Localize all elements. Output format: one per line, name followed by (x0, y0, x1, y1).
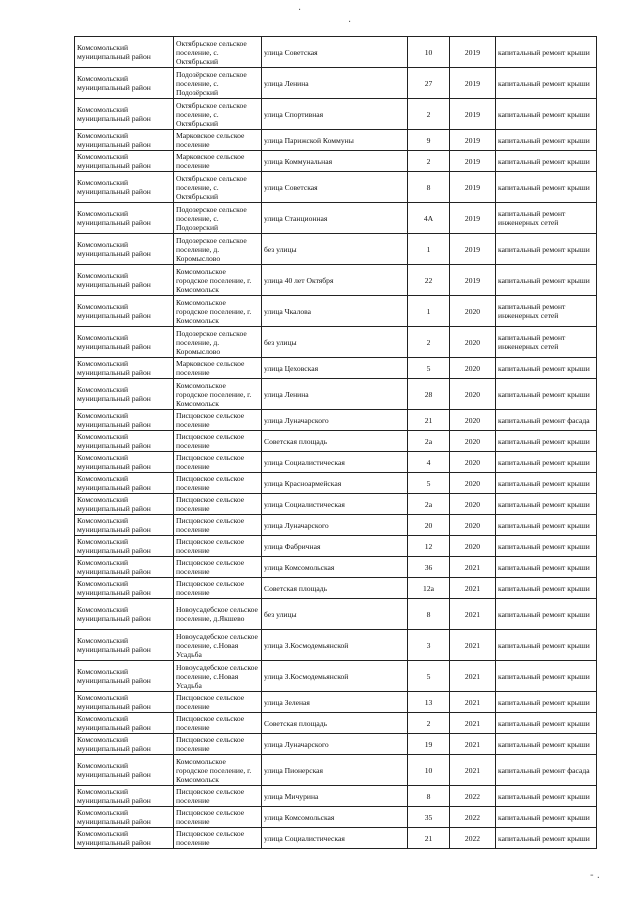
work-type-cell: капитальный ремонт крыши (496, 172, 597, 203)
settlement-cell: Писцовское сельское поселение (174, 452, 262, 473)
work-type-cell: капитальный ремонт инженерных сетей (496, 327, 597, 358)
settlement-cell: Писцовское сельское поселение (174, 557, 262, 578)
district-cell: Комсомольский муниципальный район (75, 99, 174, 130)
house-number-cell: 1 (408, 234, 450, 265)
work-type-cell: капитальный ремонт инженерных сетей (496, 296, 597, 327)
street-cell: улица Парижской Коммуны (262, 130, 408, 151)
table-row (75, 172, 597, 203)
house-number-cell: 12 (408, 536, 450, 557)
house-number-cell: 12а (408, 578, 450, 599)
district-cell: Комсомольский муниципальный район (75, 473, 174, 494)
street-cell: улица Луначарского (262, 734, 408, 755)
house-number-cell: 10 (408, 755, 450, 786)
street-cell: улица Фабричная (262, 536, 408, 557)
district-cell: Комсомольский муниципальный район (75, 807, 174, 828)
street-cell: улица Социалистическая (262, 494, 408, 515)
year-cell: 2019 (450, 234, 496, 265)
work-type-cell: капитальный ремонт крыши (496, 494, 597, 515)
house-number-cell: 5 (408, 473, 450, 494)
district-cell: Комсомольский муниципальный район (75, 536, 174, 557)
district-cell: Комсомольский муниципальный район (75, 203, 174, 234)
work-type-cell: капитальный ремонт крыши (496, 99, 597, 130)
scan-speck: . (348, 14, 352, 25)
district-cell: Комсомольский муниципальный район (75, 494, 174, 515)
settlement-cell: Подозёрское сельское поселение, с. Подозёрский (174, 68, 262, 99)
district-cell: Комсомольский муниципальный район (75, 786, 174, 807)
district-cell: Комсомольский муниципальный район (75, 431, 174, 452)
house-number-cell: 1 (408, 296, 450, 327)
street-cell: улица Луначарского (262, 515, 408, 536)
settlement-cell: Писцовское сельское поселение (174, 828, 262, 849)
settlement-cell: Комсомольское городское поселение, г. Комсомольск (174, 296, 262, 327)
district-cell: Комсомольский муниципальный район (75, 599, 174, 630)
work-type-cell: капитальный ремонт крыши (496, 68, 597, 99)
street-cell: улица Станционная (262, 203, 408, 234)
table-row (75, 431, 597, 452)
house-number-cell: 28 (408, 379, 450, 410)
year-cell: 2020 (450, 536, 496, 557)
district-cell: Комсомольский муниципальный район (75, 296, 174, 327)
settlement-cell: Писцовское сельское поселение (174, 536, 262, 557)
settlement-cell: Октябрьское сельское поселение, с. Октябрьский (174, 172, 262, 203)
table-row (75, 828, 597, 849)
house-number-cell: 8 (408, 599, 450, 630)
table-row (75, 234, 597, 265)
house-number-cell: 22 (408, 265, 450, 296)
street-cell: улица Спортивная (262, 99, 408, 130)
settlement-cell: Подозерское сельское поселение, д. Коромыслово (174, 327, 262, 358)
house-number-cell: 3 (408, 630, 450, 661)
work-type-cell: капитальный ремонт крыши (496, 536, 597, 557)
year-cell: 2021 (450, 661, 496, 692)
district-cell: Комсомольский муниципальный район (75, 734, 174, 755)
work-type-cell: капитальный ремонт крыши (496, 828, 597, 849)
table-row (75, 661, 597, 692)
settlement-cell: Октябрьское сельское поселение, с. Октябрьский (174, 99, 262, 130)
street-cell: улица Зеленая (262, 692, 408, 713)
district-cell: Комсомольский муниципальный район (75, 265, 174, 296)
year-cell: 2021 (450, 713, 496, 734)
house-number-cell: 27 (408, 68, 450, 99)
settlement-cell: Писцовское сельское поселение (174, 431, 262, 452)
table-row (75, 557, 597, 578)
district-cell: Комсомольский муниципальный район (75, 828, 174, 849)
settlement-cell: Комсомольское городское поселение, г. Комсомольск (174, 755, 262, 786)
street-cell: улица Мичурина (262, 786, 408, 807)
house-number-cell: 9 (408, 130, 450, 151)
year-cell: 2019 (450, 203, 496, 234)
district-cell: Комсомольский муниципальный район (75, 515, 174, 536)
street-cell: улица Пионерская (262, 755, 408, 786)
house-number-cell: 19 (408, 734, 450, 755)
street-cell: улица Коммунальная (262, 151, 408, 172)
district-cell: Комсомольский муниципальный район (75, 410, 174, 431)
year-cell: 2020 (450, 431, 496, 452)
table-row (75, 130, 597, 151)
settlement-cell: Новоусадебское сельское поселение, с.Новая Усадьба (174, 630, 262, 661)
district-cell: Комсомольский муниципальный район (75, 172, 174, 203)
scan-speck: - . (590, 870, 600, 881)
district-cell: Комсомольский муниципальный район (75, 557, 174, 578)
table-row (75, 452, 597, 473)
street-cell: улица Ленина (262, 68, 408, 99)
settlement-cell: Писцовское сельское поселение (174, 692, 262, 713)
year-cell: 2021 (450, 557, 496, 578)
table-row (75, 536, 597, 557)
settlement-cell: Писцовское сельское поселение (174, 713, 262, 734)
table-row (75, 755, 597, 786)
street-cell: улица Социалистическая (262, 452, 408, 473)
district-cell: Комсомольский муниципальный район (75, 578, 174, 599)
settlement-cell: Писцовское сельское поселение (174, 473, 262, 494)
work-type-cell: капитальный ремонт крыши (496, 358, 597, 379)
district-cell: Комсомольский муниципальный район (75, 713, 174, 734)
settlement-cell: Писцовское сельское поселение (174, 786, 262, 807)
house-number-cell: 8 (408, 786, 450, 807)
street-cell: улица Советская (262, 172, 408, 203)
street-cell: без улицы (262, 327, 408, 358)
table-row (75, 515, 597, 536)
street-cell: без улицы (262, 599, 408, 630)
year-cell: 2022 (450, 828, 496, 849)
settlement-cell: Подозерское сельское поселение, с. Подозерский (174, 203, 262, 234)
work-type-cell: капитальный ремонт крыши (496, 234, 597, 265)
house-number-cell: 21 (408, 410, 450, 431)
year-cell: 2019 (450, 130, 496, 151)
settlement-cell: Комсомольское городское поселение, г. Комсомольск (174, 379, 262, 410)
house-number-cell: 20 (408, 515, 450, 536)
work-type-cell: капитальный ремонт крыши (496, 599, 597, 630)
work-type-cell: капитальный ремонт крыши (496, 661, 597, 692)
year-cell: 2019 (450, 151, 496, 172)
work-type-cell: капитальный ремонт крыши (496, 151, 597, 172)
settlement-cell: Писцовское сельское поселение (174, 578, 262, 599)
house-number-cell: 4А (408, 203, 450, 234)
work-type-cell: капитальный ремонт фасада (496, 410, 597, 431)
year-cell: 2020 (450, 296, 496, 327)
table-row (75, 358, 597, 379)
district-cell: Комсомольский муниципальный район (75, 37, 174, 68)
street-cell: улица Луначарского (262, 410, 408, 431)
table-row (75, 807, 597, 828)
year-cell: 2020 (450, 452, 496, 473)
year-cell: 2022 (450, 807, 496, 828)
district-cell: Комсомольский муниципальный район (75, 327, 174, 358)
street-cell: улица Социалистическая (262, 828, 408, 849)
year-cell: 2020 (450, 473, 496, 494)
settlement-cell: Марковское сельское поселение (174, 130, 262, 151)
work-type-cell: капитальный ремонт крыши (496, 379, 597, 410)
table-row (75, 151, 597, 172)
year-cell: 2021 (450, 734, 496, 755)
district-cell: Комсомольский муниципальный район (75, 630, 174, 661)
work-type-cell: капитальный ремонт крыши (496, 713, 597, 734)
work-type-cell: капитальный ремонт крыши (496, 807, 597, 828)
work-type-cell: капитальный ремонт крыши (496, 578, 597, 599)
work-type-cell: капитальный ремонт крыши (496, 452, 597, 473)
work-type-cell: капитальный ремонт крыши (496, 431, 597, 452)
street-cell: Советская площадь (262, 578, 408, 599)
district-cell: Комсомольский муниципальный район (75, 234, 174, 265)
work-type-cell: капитальный ремонт крыши (496, 130, 597, 151)
district-cell: Комсомольский муниципальный район (75, 452, 174, 473)
district-cell: Комсомольский муниципальный район (75, 151, 174, 172)
street-cell: Советская площадь (262, 431, 408, 452)
house-number-cell: 2а (408, 494, 450, 515)
work-type-cell: капитальный ремонт фасада (496, 755, 597, 786)
settlement-cell: Марковское сельское поселение (174, 358, 262, 379)
year-cell: 2022 (450, 786, 496, 807)
settlement-cell: Октябрьское сельское поселение, с. Октябрьский (174, 37, 262, 68)
district-cell: Комсомольский муниципальный район (75, 692, 174, 713)
work-type-cell: капитальный ремонт крыши (496, 557, 597, 578)
table-row (75, 734, 597, 755)
street-cell: улица Комсомольская (262, 557, 408, 578)
street-cell: улица Чкалова (262, 296, 408, 327)
table-row (75, 379, 597, 410)
district-cell: Комсомольский муниципальный район (75, 68, 174, 99)
year-cell: 2019 (450, 265, 496, 296)
street-cell: улица З.Космодемьянской (262, 661, 408, 692)
work-type-cell: капитальный ремонт инженерных сетей (496, 203, 597, 234)
table-row (75, 99, 597, 130)
street-cell: без улицы (262, 234, 408, 265)
street-cell: улица Комсомольская (262, 807, 408, 828)
table-body (75, 37, 597, 849)
table-row (75, 37, 597, 68)
settlement-cell: Новоусадебское сельское поселение, д.Якшево (174, 599, 262, 630)
table-row (75, 473, 597, 494)
year-cell: 2020 (450, 410, 496, 431)
street-cell: улица Красноармейская (262, 473, 408, 494)
year-cell: 2021 (450, 578, 496, 599)
house-number-cell: 2а (408, 431, 450, 452)
table-row (75, 578, 597, 599)
table-row (75, 203, 597, 234)
work-type-cell: капитальный ремонт крыши (496, 630, 597, 661)
table-row (75, 786, 597, 807)
scan-speck: . (298, 2, 302, 13)
work-type-cell: капитальный ремонт крыши (496, 786, 597, 807)
district-cell: Комсомольский муниципальный район (75, 358, 174, 379)
work-type-cell: капитальный ремонт крыши (496, 734, 597, 755)
house-number-cell: 2 (408, 99, 450, 130)
settlement-cell: Писцовское сельское поселение (174, 807, 262, 828)
settlement-cell: Марковское сельское поселение (174, 151, 262, 172)
house-number-cell: 5 (408, 661, 450, 692)
house-number-cell: 35 (408, 807, 450, 828)
year-cell: 2019 (450, 68, 496, 99)
year-cell: 2021 (450, 599, 496, 630)
house-number-cell: 13 (408, 692, 450, 713)
year-cell: 2020 (450, 327, 496, 358)
table-row (75, 630, 597, 661)
table-row (75, 599, 597, 630)
year-cell: 2019 (450, 37, 496, 68)
table-row (75, 494, 597, 515)
street-cell: улица Ленина (262, 379, 408, 410)
district-cell: Комсомольский муниципальный район (75, 661, 174, 692)
year-cell: 2020 (450, 494, 496, 515)
year-cell: 2020 (450, 515, 496, 536)
year-cell: 2019 (450, 172, 496, 203)
house-number-cell: 10 (408, 37, 450, 68)
settlement-cell: Писцовское сельское поселение (174, 410, 262, 431)
work-type-cell: капитальный ремонт крыши (496, 515, 597, 536)
table-row (75, 296, 597, 327)
street-cell: Советская площадь (262, 713, 408, 734)
settlement-cell: Писцовское сельское поселение (174, 734, 262, 755)
work-type-cell: капитальный ремонт крыши (496, 473, 597, 494)
work-type-cell: капитальный ремонт крыши (496, 265, 597, 296)
year-cell: 2021 (450, 692, 496, 713)
street-cell: улица З.Космодемьянской (262, 630, 408, 661)
year-cell: 2021 (450, 630, 496, 661)
table-row (75, 265, 597, 296)
street-cell: улица Цеховская (262, 358, 408, 379)
settlement-cell: Писцовское сельское поселение (174, 494, 262, 515)
work-type-cell: капитальный ремонт крыши (496, 37, 597, 68)
house-number-cell: 2 (408, 327, 450, 358)
year-cell: 2020 (450, 379, 496, 410)
street-cell: улица Советская (262, 37, 408, 68)
district-cell: Комсомольский муниципальный район (75, 379, 174, 410)
table-row (75, 327, 597, 358)
house-number-cell: 8 (408, 172, 450, 203)
year-cell: 2020 (450, 358, 496, 379)
house-number-cell: 5 (408, 358, 450, 379)
house-number-cell: 2 (408, 151, 450, 172)
house-number-cell: 2 (408, 713, 450, 734)
district-cell: Комсомольский муниципальный район (75, 755, 174, 786)
table-row (75, 713, 597, 734)
district-cell: Комсомольский муниципальный район (75, 130, 174, 151)
year-cell: 2019 (450, 99, 496, 130)
settlement-cell: Подозерское сельское поселение, д. Коромыслово (174, 234, 262, 265)
repair-schedule-table (74, 36, 597, 849)
settlement-cell: Писцовское сельское поселение (174, 515, 262, 536)
house-number-cell: 21 (408, 828, 450, 849)
table-row (75, 410, 597, 431)
house-number-cell: 36 (408, 557, 450, 578)
table-row (75, 68, 597, 99)
house-number-cell: 4 (408, 452, 450, 473)
work-type-cell: капитальный ремонт крыши (496, 692, 597, 713)
year-cell: 2021 (450, 755, 496, 786)
street-cell: улица 40 лет Октября (262, 265, 408, 296)
settlement-cell: Новоусадебское сельское поселение, с.Новая Усадьба (174, 661, 262, 692)
table-row (75, 692, 597, 713)
settlement-cell: Комсомольское городское поселение, г. Комсомольск (174, 265, 262, 296)
